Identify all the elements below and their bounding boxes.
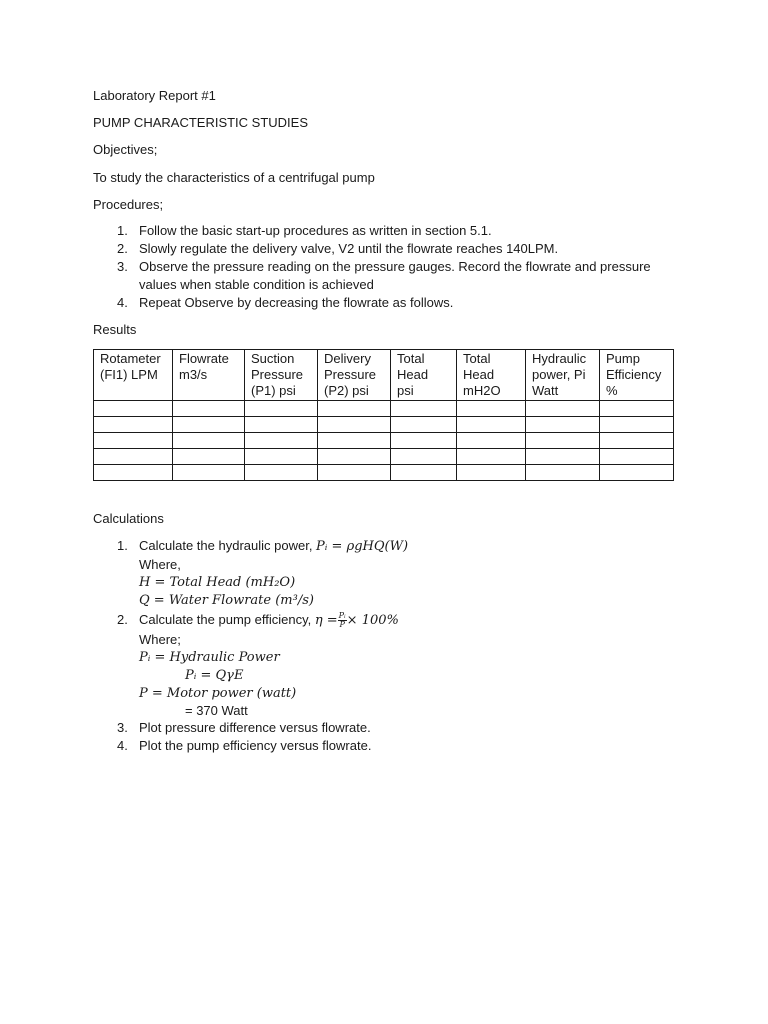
procedures-heading: Procedures; (93, 197, 164, 212)
hydraulic-power-equation: Pᵢ = QγE (185, 668, 244, 683)
efficiency-symbol: η = (314, 613, 338, 628)
results-table (93, 349, 674, 481)
header-suction-pressure: Suction Pressure (P1) psi (245, 350, 318, 401)
hydraulic-power-definition: Pᵢ = Hydraulic Power (139, 650, 280, 665)
procedure-text: Slowly regulate the delivery valve, V2 until the flowrate reaches 140LPM. (139, 241, 559, 256)
table-row (94, 449, 674, 465)
procedure-text: Follow the basic start-up procedures as written in section 5.1. (139, 223, 492, 238)
objectives-heading: Objectives; (93, 142, 158, 157)
table-row (94, 417, 674, 433)
calc-item-1: 1. Calculate the hydraulic power, Pᵢ = ρgHQ(W) (117, 538, 409, 554)
report-title: Laboratory Report #1 (93, 88, 216, 103)
procedure-text: Observe the pressure reading on the pressure gauges. Record the flowrate and pressure (139, 259, 651, 274)
calc-item-4: 4. Plot the pump efficiency versus flowrate. (117, 738, 372, 753)
header-total-head-mh2o: Total Head mH2O (457, 350, 526, 401)
calculations-list (93, 537, 693, 755)
procedure-item (93, 294, 693, 312)
header-flowrate: Flowrate m3/s (173, 350, 245, 401)
motor-power-value: = 370 Watt (185, 703, 248, 718)
header-total-head-psi: Total Head psi (391, 350, 457, 401)
flowrate-definition: Q = Water Flowrate (m³/s) (139, 593, 314, 608)
calc-item-3: 3. Plot pressure difference versus flowrate. (117, 720, 371, 735)
procedure-text: Repeat Observe by decreasing the flowrate as follows. (139, 295, 454, 310)
calc-item-2: 2. Calculate the pump efficiency, η = $\frac{\text{Pᵢ}}{P}$ × 100% (117, 611, 399, 630)
motor-power-definition: P = Motor power (watt) (139, 686, 297, 701)
procedure-item (93, 222, 693, 240)
calculations-heading: Calculations (93, 511, 164, 526)
header-pump-efficiency: Pump Efficiency % (600, 350, 674, 401)
objective-text: To study the characteristics of a centrifugal pump (93, 170, 375, 185)
table-row (94, 433, 674, 449)
procedure-text-continued: values when stable condition is achieved (139, 277, 374, 292)
procedure-item (93, 258, 693, 294)
procedure-number: 2. (117, 241, 128, 256)
header-hydraulic-power: Hydraulic power, Pi Watt (526, 350, 600, 401)
results-heading: Results (93, 322, 137, 337)
table-row (94, 465, 674, 481)
table-body (94, 401, 674, 481)
procedure-item (93, 240, 693, 258)
head-definition: H = Total Head (mH₂O) (139, 575, 296, 590)
table-row (94, 401, 674, 417)
where-label: Where, (139, 557, 181, 572)
hydraulic-power-formula: Pᵢ = ρgHQ(W) (316, 539, 409, 554)
header-delivery-pressure: Delivery Pressure (P2) psi (318, 350, 391, 401)
procedure-number: 4. (117, 295, 128, 310)
procedure-number: 1. (117, 223, 128, 238)
efficiency-percent: × 100% (346, 613, 399, 628)
header-rotameter: Rotameter (FI1) LPM (94, 350, 173, 401)
report-subtitle: PUMP CHARACTERISTIC STUDIES (93, 115, 309, 130)
table-header-row (94, 350, 674, 401)
procedure-number: 3. (117, 259, 128, 274)
efficiency-fraction: $\frac{\text{Pᵢ}}{P}$ (338, 611, 346, 630)
where-label: Where; (139, 632, 181, 647)
procedures-list (93, 222, 693, 312)
